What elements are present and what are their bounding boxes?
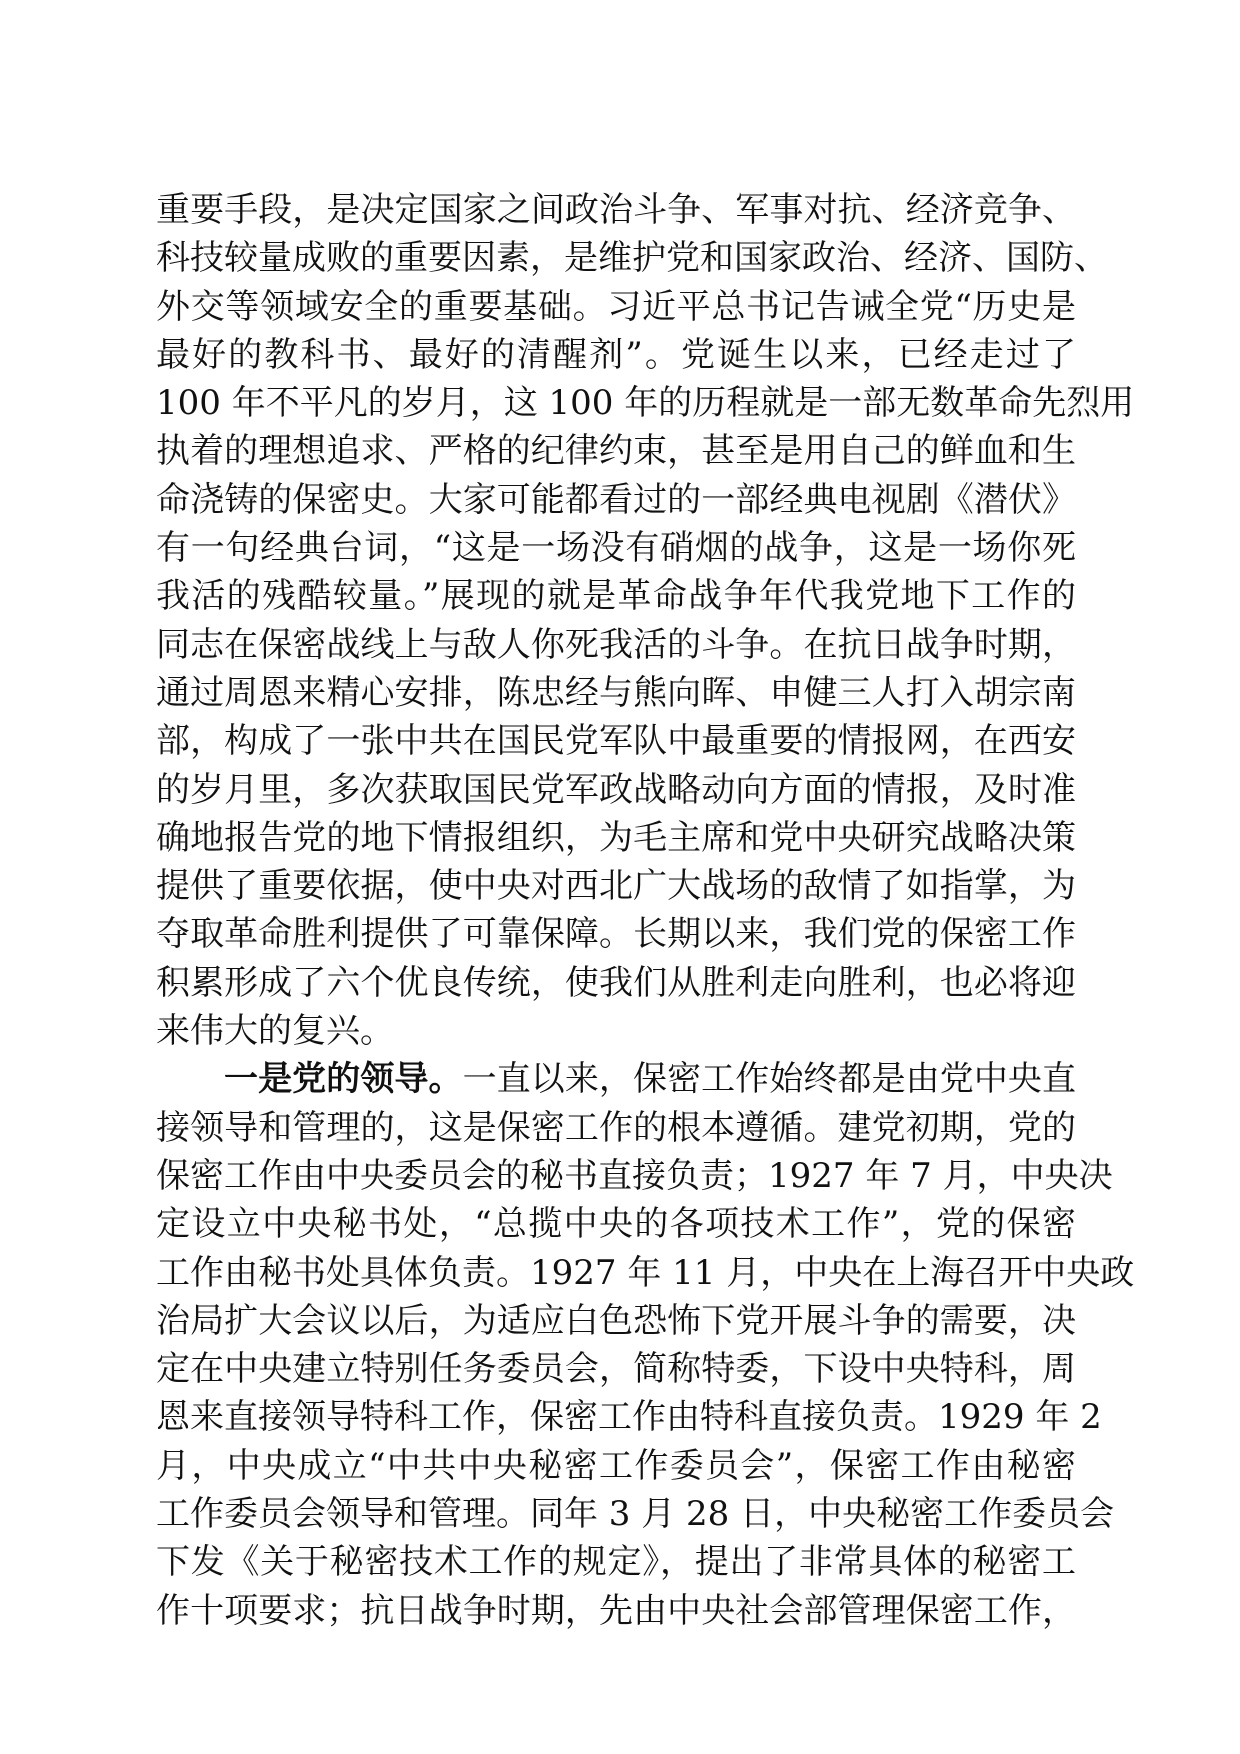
text-line: 定在中央建立特别任务委员会，简称特委，下设中央特科，周 [156, 1349, 1076, 1390]
text-line: 外交等领域安全的重要基础。习近平总书记告诫全党“历史是 [156, 286, 1076, 327]
text-line: 通过周恩来精心安排，陈忠经与熊向晖、申健三人打入胡宗南 [156, 672, 1076, 713]
document-page [156, 186, 1135, 1635]
section-heading: 一是党的领导。 [224, 1059, 463, 1100]
text-line: 提供了重要依据，使中央对西北广大战场的敌情了如指掌，为 [156, 866, 1076, 907]
text-line: 夺取革命胜利提供了可靠保障。长期以来，我们党的保密工作 [156, 914, 1076, 955]
text-line: 定设立中央秘书处，“总揽中央的各项技术工作”，党的保密 [156, 1204, 1076, 1245]
text-line: 接领导和管理的，这是保密工作的根本遵循。建党初期，党的 [156, 1107, 1076, 1148]
text-line: 工作由秘书处具体负责。1927 年 11 月，中央在上海召开中央政 [156, 1252, 1135, 1293]
text-line: 积累形成了六个优良传统，使我们从胜利走向胜利，也必将迎 [156, 962, 1076, 1003]
text-line: 作十项要求；抗日战争时期，先由中央社会部管理保密工作， [156, 1590, 1076, 1631]
text-line: 工作委员会领导和管理。同年 3 月 28 日，中央秘密工作委员会 [156, 1494, 1115, 1535]
text-line: 下发《关于秘密技术工作的规定》，提出了非常具体的秘密工 [156, 1542, 1076, 1583]
text-line-first [156, 1055, 1076, 1103]
text-run: 一直以来，保密工作始终都是由党中央直 [462, 1059, 1077, 1100]
text-line: 治局扩大会议以后，为适应白色恐怖下党开展斗争的需要，决 [156, 1300, 1076, 1341]
text-line: 有一句经典台词，“这是一场没有硝烟的战争，这是一场你死 [156, 528, 1076, 569]
text-line: 的岁月里，多次获取国民党军政战略动向方面的情报，及时准 [156, 769, 1076, 810]
text-line: 月，中央成立“中共中央秘密工作委员会”，保密工作由秘密 [156, 1445, 1076, 1486]
text-line: 来伟大的复兴。 [156, 1011, 394, 1052]
text-line: 最好的教科书、最好的清醒剂”。党诞生以来，已经走过了 [156, 334, 1076, 375]
text-line: 科技较量成败的重要因素，是维护党和国家政治、经济、国防、 [156, 238, 1108, 279]
paragraph-2 [156, 1055, 1135, 1635]
text-line: 部，构成了一张中共在国民党军队中最重要的情报网，在西安 [156, 721, 1076, 762]
text-line: 命浇铸的保密史。大家可能都看过的一部经典电视剧《潜伏》 [156, 479, 1076, 520]
paragraph-1 [156, 186, 1135, 1055]
text-line: 同志在保密战线上与敌人你死我活的斗争。在抗日战争时期， [156, 624, 1076, 665]
text-line: 我活的残酷较量。”展现的就是革命战争年代我党地下工作的 [156, 576, 1076, 617]
text-line: 确地报告党的地下情报组织，为毛主席和党中央研究战略决策 [156, 817, 1076, 858]
text-line: 恩来直接领导特科工作，保密工作由特科直接负责。1929 年 2 [156, 1397, 1102, 1438]
text-line: 执着的理想追求、严格的纪律约束，甚至是用自己的鲜血和生 [156, 431, 1076, 472]
text-line: 重要手段，是决定国家之间政治斗争、军事对抗、经济竞争、 [156, 190, 1076, 230]
text-line: 保密工作由中央委员会的秘书直接负责；1927 年 7 月，中央决 [156, 1155, 1113, 1196]
text-line: 100 年不平凡的岁月，这 100 年的历程就是一部无数革命先烈用 [156, 383, 1135, 424]
